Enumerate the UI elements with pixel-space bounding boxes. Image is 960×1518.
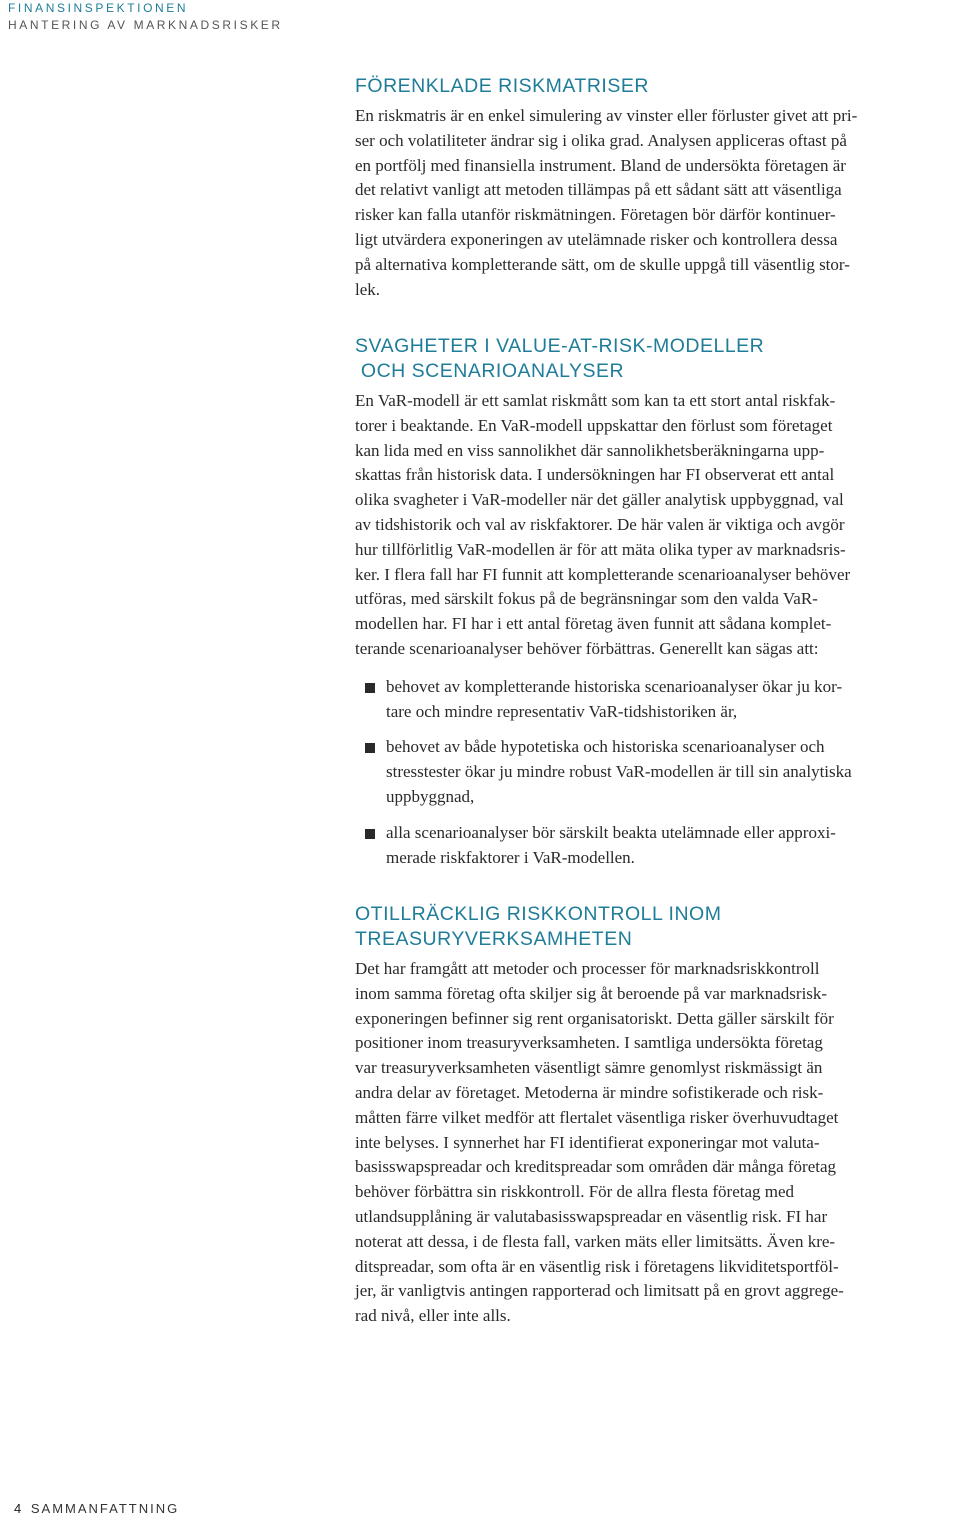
section-heading-line: SVAGHETER I VALUE-AT-RISK-MODELLER: [355, 335, 765, 357]
section-heading-line: OCH SCENARIOANALYSER: [355, 360, 625, 382]
footer-label: SAMMANFATTNING: [30, 1501, 180, 1516]
paragraph-line: positioner inom treasuryverksamheten. I samtliga undersökta företag: [355, 1033, 823, 1053]
paragraph-line: inte belyses. I synnerhet har FI identifierat exponeringar mot valuta-: [355, 1132, 820, 1152]
paragraph-line: noterat att dessa, i de flesta fall, varken mäts eller limitsätts. Även kre-: [355, 1231, 836, 1251]
paragraph-line: ker. I flera fall har FI funnit att kompletterande scenarioanalyser behöver: [355, 564, 851, 584]
paragraph-line: basisswapspreadar och kreditspreadar som områden där många företag: [355, 1157, 837, 1177]
paragraph-line: modellen har. FI har i ett antal företag även funnit att sådana komplet-: [355, 614, 832, 634]
bullet-line: behovet av kompletterande historiska scenarioanalyser ökar ju kor-: [386, 677, 843, 696]
section-heading-line: TREASURYVERKSAMHETEN: [355, 928, 633, 950]
section-paragraph: [355, 104, 955, 302]
square-bullet-icon: [365, 683, 375, 693]
paragraph-line: utlandsupplåning är valutabasisswapspreadar en väsentlig risk. FI har: [355, 1206, 828, 1226]
paragraph-line: exponeringen befinner sig rent organisatoriskt. Detta gäller särskilt för: [355, 1008, 834, 1028]
paragraph-line: ser och volatiliteter ändrar sig i olika grad. Analysen appliceras oftast på: [355, 130, 847, 150]
section-heading-line: OTILLRÄCKLIG RISKKONTROLL INOM: [355, 903, 722, 925]
paragraph-line: kan lida med en viss sannolikhet där sannolikhetsberäkningarna upp-: [355, 440, 825, 460]
square-bullet-icon: [365, 829, 375, 839]
section-heading: [355, 334, 764, 384]
page-number: 4: [14, 1501, 22, 1516]
paragraph-line: av tidshistorik och val av riskfaktorer. De här valen är viktiga och avgör: [355, 514, 845, 534]
bullet-line: stresstester ökar ju mindre robust VaR-modellen är till sin analytiska: [386, 762, 852, 781]
bullet-text: [386, 734, 960, 809]
paragraph-line: Det har framgått att metoder och processer för marknadsriskkontroll: [355, 959, 820, 978]
paragraph-line: på alternativa kompletterande sätt, om de skulle uppgå till väsentlig stor-: [355, 254, 850, 274]
paragraph-line: torer i beaktande. En VaR-modell uppskattar den förlust som företaget: [355, 415, 833, 435]
paragraph-line: måtten färre vilket medför att flertalet väsentliga risker överhuvudtaget: [355, 1107, 839, 1127]
bullet-text: [386, 674, 960, 724]
square-bullet-icon: [365, 743, 375, 753]
bullet-line: alla scenarioanalyser bör särskilt beakta utelämnade eller approxi-: [386, 823, 836, 842]
paragraph-line: var treasuryverksamheten väsentligt sämre genomlyst riskmässigt än: [355, 1058, 823, 1078]
section-heading: [355, 902, 721, 952]
paragraph-line: En riskmatris är en enkel simulering av vinster eller förluster givet att pri-: [355, 106, 858, 125]
bullet-line: merade riskfaktorer i VaR-modellen.: [386, 848, 635, 867]
page-footer: [14, 1501, 179, 1516]
paragraph-line: skattas från historisk data. I undersökningen har FI observerat ett antal: [355, 465, 835, 485]
paragraph-line: rad nivå, eller inte alls.: [355, 1306, 511, 1326]
bullet-text: [386, 820, 960, 870]
paragraph-line: en portfölj med finansiella instrument. Bland de undersökta företagen är: [355, 155, 846, 175]
paragraph-line: andra delar av företaget. Metoderna är mindre sofistikerade och risk-: [355, 1082, 824, 1102]
section-paragraph: [355, 389, 955, 662]
paragraph-line: jer, är vanligtvis antingen rapporterad och limitsatt på en grovt aggrege-: [355, 1281, 844, 1301]
paragraph-line: olika svagheter i VaR-modeller när det gäller analytisk uppbyggnad, val: [355, 490, 844, 510]
header-subtitle: HANTERING AV MARKNADSRISKER: [8, 18, 283, 32]
paragraph-line: det relativt vanligt att metoden tillämpas på ett sådant sätt att väsentliga: [355, 180, 842, 200]
section-paragraph: [355, 957, 955, 1329]
bullet-line: tare och mindre representativ VaR-tidshistoriken är,: [386, 702, 738, 721]
bullet-line: behovet av både hypotetiska och historiska scenarioanalyser och: [386, 737, 825, 756]
paragraph-line: behöver förbättra sin riskkontroll. För de allra flesta företag med: [355, 1182, 795, 1202]
running-header: [8, 0, 283, 34]
paragraph-line: risker kan falla utanför riskmätningen. Företagen bör därför kontinuer-: [355, 205, 836, 225]
paragraph-line: ligt utvärdera exponeringen av utelämnade risker och kontrollera dessa: [355, 229, 838, 249]
header-org: FINANSINSPEKTIONEN: [8, 1, 189, 15]
section-heading-line: FÖRENKLADE RISKMATRISER: [355, 75, 649, 97]
paragraph-line: En VaR-modell är ett samlat riskmått som kan ta ett stort antal riskfak-: [355, 391, 836, 410]
section-heading: [355, 74, 649, 99]
bullet-line: uppbyggnad,: [386, 787, 475, 806]
paragraph-line: hur tillförlitlig VaR-modellen är för att mäta olika typer av marknadsris-: [355, 539, 846, 559]
paragraph-line: ditspreadar, som ofta är en väsentlig risk i företagens likviditetsportföl-: [355, 1256, 839, 1276]
paragraph-line: inom samma företag ofta skiljer sig åt beroende på var marknadsrisk-: [355, 983, 828, 1003]
paragraph-line: lek.: [355, 279, 381, 299]
paragraph-line: utföras, med särskilt fokus på de begränsningar som den valda VaR-: [355, 589, 818, 609]
paragraph-line: terande scenarioanalyser behöver förbättras. Generellt kan sägas att:: [355, 638, 819, 658]
